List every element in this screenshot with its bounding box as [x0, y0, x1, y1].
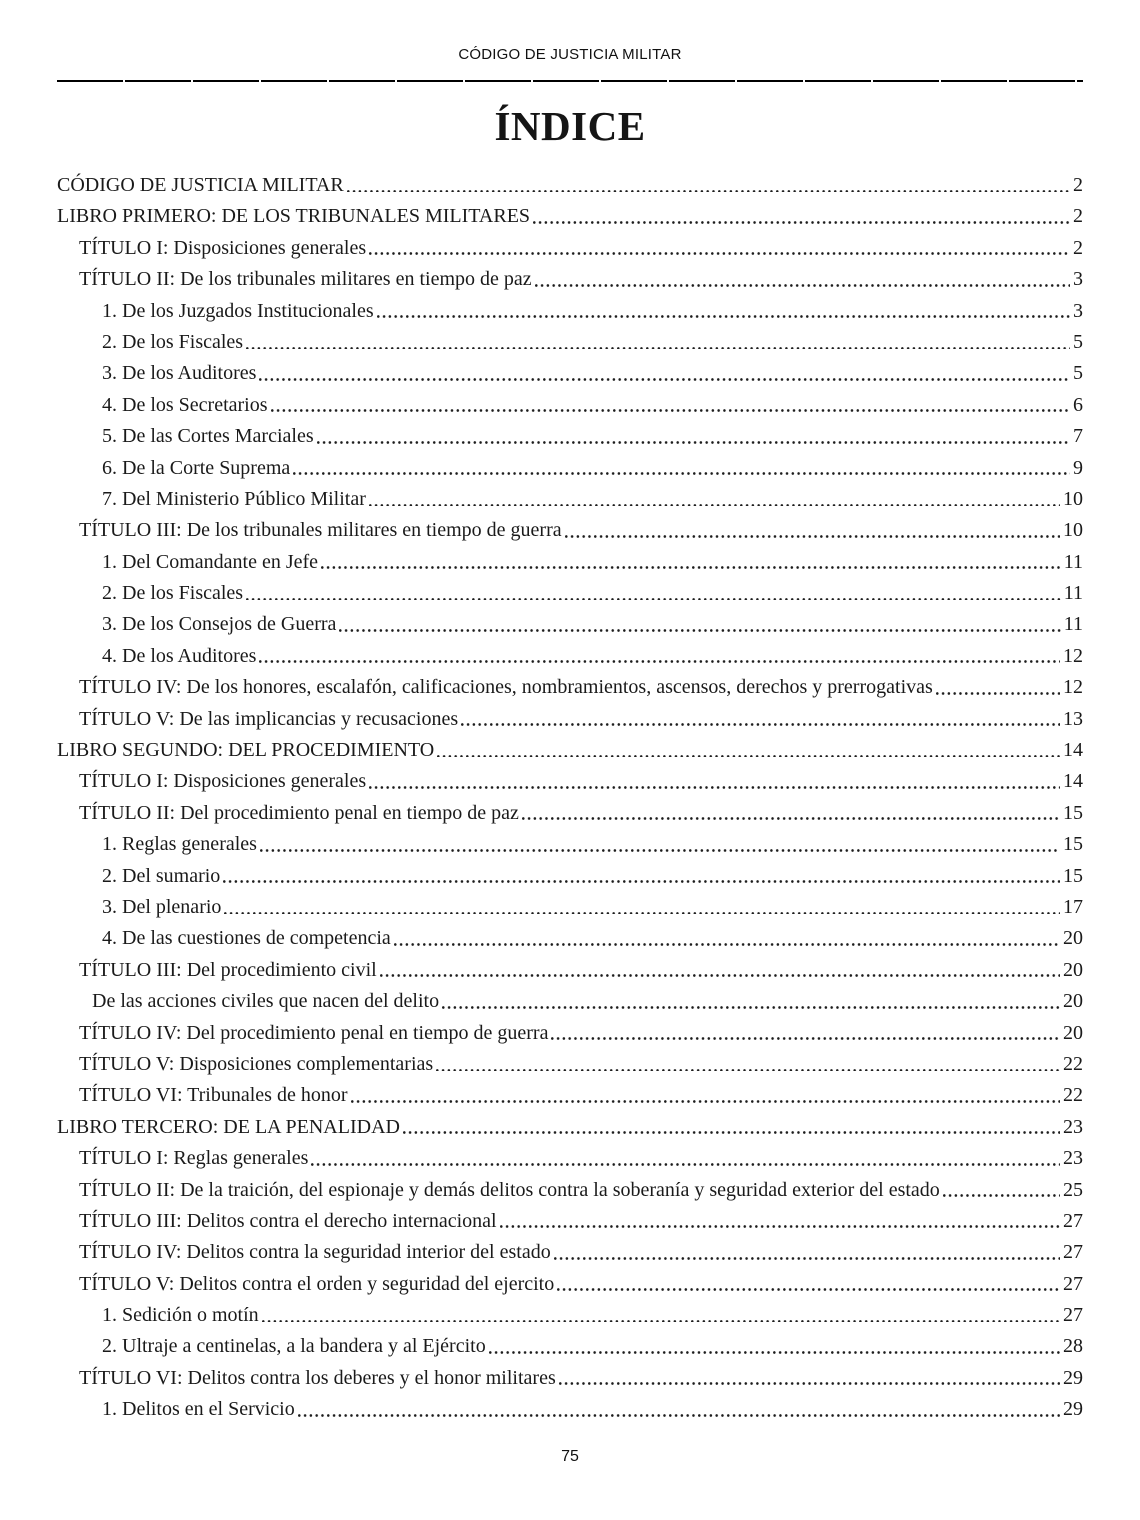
toc-entry-page: 25 — [1063, 1178, 1083, 1201]
toc-entry — [57, 327, 1083, 358]
toc-entry-page: 10 — [1063, 519, 1083, 542]
dot-leader — [403, 1131, 1060, 1134]
toc-entry — [57, 1269, 1083, 1300]
toc-entry-page: 13 — [1063, 707, 1083, 730]
toc-entry — [57, 390, 1083, 421]
toc-entry-page: 3 — [1073, 268, 1083, 291]
toc-entry-page: 27 — [1063, 1241, 1083, 1264]
dot-leader — [943, 1194, 1060, 1197]
toc-entry — [57, 1049, 1083, 1080]
toc-entry — [57, 986, 1083, 1017]
toc-entry-label: TÍTULO I: Disposiciones generales — [79, 236, 367, 259]
toc-entry-page: 28 — [1063, 1335, 1083, 1358]
toc-entry — [57, 296, 1083, 327]
toc-entry-label: 4. De los Auditores — [102, 644, 257, 667]
toc-entry-page: 11 — [1063, 582, 1083, 605]
toc-entry-label: TÍTULO IV: Delitos contra la seguridad interior del estado — [79, 1241, 551, 1264]
dot-leader — [339, 629, 1060, 632]
toc-entry-label: 2. De los Fiscales — [102, 582, 244, 605]
dot-leader — [377, 315, 1070, 318]
dot-leader — [259, 660, 1060, 663]
toc-entry-page: 23 — [1063, 1115, 1083, 1138]
toc-entry — [57, 1080, 1083, 1111]
table-of-contents — [57, 170, 1083, 1426]
toc-entry-label: De las acciones civiles que nacen del delito — [92, 990, 440, 1013]
toc-entry-label: LIBRO PRIMERO: DE LOS TRIBUNALES MILITARES — [57, 205, 531, 228]
toc-entry-label: 1. Reglas generales — [102, 833, 257, 856]
toc-entry-label: TÍTULO VI: Tribunales de honor — [79, 1084, 348, 1107]
toc-entry — [57, 955, 1083, 986]
dot-leader — [394, 943, 1060, 946]
toc-entry — [57, 829, 1083, 860]
dot-leader — [262, 1320, 1060, 1323]
toc-entry-label: 2. De los Fiscales — [102, 330, 244, 353]
toc-entry-page: 9 — [1073, 456, 1083, 479]
toc-entry — [57, 672, 1083, 703]
dot-leader — [551, 1037, 1060, 1040]
toc-entry-page: 5 — [1073, 362, 1083, 385]
dot-leader — [565, 535, 1060, 538]
dot-leader — [271, 409, 1070, 412]
running-header: CÓDIGO DE JUSTICIA MILITAR — [458, 46, 682, 63]
dot-leader — [461, 723, 1060, 726]
dot-leader — [317, 441, 1070, 444]
toc-entry-label: LIBRO SEGUNDO: DEL PROCEDIMIENTO — [57, 739, 435, 762]
toc-entry — [57, 735, 1083, 766]
toc-entry-label: TÍTULO V: Delitos contra el orden y seguridad del ejercito — [79, 1272, 555, 1295]
toc-entry-page: 15 — [1063, 833, 1083, 856]
toc-entry-label: TÍTULO III: De los tribunales militares en tiempo de guerra — [79, 519, 562, 542]
toc-entry-page: 15 — [1063, 801, 1083, 824]
toc-entry-page: 2 — [1073, 174, 1083, 196]
toc-entry — [57, 484, 1083, 515]
toc-entry-page: 23 — [1063, 1147, 1083, 1170]
dot-leader — [557, 1288, 1060, 1291]
dot-leader — [522, 817, 1060, 820]
toc-entry — [57, 1331, 1083, 1362]
dot-leader — [260, 849, 1060, 852]
dot-leader — [559, 1382, 1060, 1385]
toc-entry-label: TÍTULO III: Delitos contra el derecho internacional — [79, 1209, 497, 1232]
toc-entry — [57, 1112, 1083, 1143]
dot-leader — [246, 347, 1070, 350]
toc-entry-page: 5 — [1073, 330, 1083, 353]
dot-leader — [321, 566, 1061, 569]
toc-entry-page: 2 — [1073, 205, 1083, 228]
toc-entry-page: 14 — [1063, 770, 1083, 793]
toc-entry-page: 22 — [1063, 1052, 1083, 1075]
dot-leader — [369, 504, 1060, 507]
header-rule-divider — [57, 80, 1083, 82]
dot-leader — [936, 692, 1060, 695]
toc-entry — [57, 1363, 1083, 1394]
toc-entry-page: 20 — [1063, 1021, 1083, 1044]
toc-entry-page: 27 — [1063, 1272, 1083, 1295]
toc-entry-page: 22 — [1063, 1084, 1083, 1107]
toc-entry — [57, 453, 1083, 484]
toc-entry-label: TÍTULO V: De las implicancias y recusaciones — [79, 707, 459, 730]
toc-entry-page: 20 — [1063, 958, 1083, 981]
dot-leader — [298, 1414, 1060, 1417]
toc-entry — [57, 421, 1083, 452]
toc-entry-page: 11 — [1063, 550, 1083, 573]
toc-entry — [57, 1175, 1083, 1206]
toc-entry-page: 2 — [1073, 236, 1083, 259]
toc-entry-label: 2. Ultraje a centinelas, a la bandera y al Ejército — [102, 1335, 486, 1358]
toc-entry-page: 14 — [1063, 739, 1083, 762]
toc-entry-label: 2. Del sumario — [102, 864, 221, 887]
toc-entry — [57, 264, 1083, 295]
toc-entry-label: 1. De los Juzgados Institucionales — [102, 299, 374, 322]
toc-entry-page: 12 — [1063, 676, 1083, 699]
toc-entry-page: 12 — [1063, 644, 1083, 667]
dot-leader — [311, 1163, 1060, 1166]
toc-entry-page: 27 — [1063, 1209, 1083, 1232]
toc-entry-label: TÍTULO IV: Del procedimiento penal en tiempo de guerra — [79, 1021, 549, 1044]
toc-entry-label: 3. De los Consejos de Guerra — [102, 613, 337, 636]
toc-entry — [57, 861, 1083, 892]
toc-entry-label: TÍTULO VI: Delitos contra los deberes y el honor militares — [79, 1366, 556, 1389]
toc-entry-label: TÍTULO I: Reglas generales — [79, 1147, 309, 1170]
toc-entry-label: 6. De la Corte Suprema — [102, 456, 291, 479]
toc-entry — [57, 170, 1083, 201]
toc-entry — [57, 233, 1083, 264]
toc-entry-page: 29 — [1063, 1398, 1083, 1421]
toc-entry-label: TÍTULO II: De los tribunales militares en tiempo de paz — [79, 268, 532, 291]
dot-leader — [223, 880, 1060, 883]
toc-entry-label: LIBRO TERCERO: DE LA PENALIDAD — [57, 1115, 400, 1138]
toc-entry — [57, 547, 1083, 578]
toc-entry-label: 3. Del plenario — [102, 895, 222, 918]
toc-entry-page: 7 — [1073, 425, 1083, 448]
toc-entry — [57, 515, 1083, 546]
footer-page-number: 75 — [561, 1448, 579, 1465]
page-title: ÍNDICE — [494, 103, 646, 149]
toc-entry — [57, 1143, 1083, 1174]
toc-entry — [57, 609, 1083, 640]
toc-entry-label: TÍTULO III: Del procedimiento civil — [79, 958, 377, 981]
toc-entry-label: 1. Del Comandante en Jefe — [102, 550, 319, 573]
toc-entry-label: TÍTULO II: Del procedimiento penal en tiempo de paz — [79, 801, 519, 824]
toc-entry-page: 10 — [1063, 487, 1083, 510]
toc-entry-label: TÍTULO II: De la traición, del espionaje y demás delitos contra la soberanía y seguridad exterior del estado — [79, 1178, 940, 1201]
toc-entry — [57, 1394, 1083, 1425]
toc-entry-label: CÓDIGO DE JUSTICIA MILITAR — [57, 174, 344, 196]
toc-entry — [57, 923, 1083, 954]
toc-entry-label: 3. De los Auditores — [102, 362, 257, 385]
toc-entry-label: TÍTULO I: Disposiciones generales — [79, 770, 367, 793]
toc-entry — [57, 578, 1083, 609]
dot-leader — [347, 190, 1070, 193]
toc-entry-page: 3 — [1073, 299, 1083, 322]
dot-leader — [293, 472, 1070, 475]
toc-entry — [57, 1018, 1083, 1049]
toc-entry — [57, 766, 1083, 797]
toc-entry-page: 27 — [1063, 1304, 1083, 1327]
dot-leader — [259, 378, 1070, 381]
toc-entry — [57, 641, 1083, 672]
toc-entry-page: 20 — [1063, 927, 1083, 950]
toc-entry-label: 4. De las cuestiones de competencia — [102, 927, 391, 950]
toc-entry — [57, 201, 1083, 232]
toc-entry-label: TÍTULO V: Disposiciones complementarias — [79, 1052, 434, 1075]
dot-leader — [533, 221, 1070, 224]
toc-entry-page: 17 — [1063, 895, 1083, 918]
toc-entry-page: 29 — [1063, 1366, 1083, 1389]
toc-entry-label: 5. De las Cortes Marciales — [102, 425, 314, 448]
toc-entry-page: 6 — [1073, 393, 1083, 416]
dot-leader — [535, 284, 1070, 287]
toc-entry-page: 11 — [1063, 613, 1083, 636]
toc-entry — [57, 1206, 1083, 1237]
toc-entry-label: 4. De los Secretarios — [102, 393, 268, 416]
dot-leader — [437, 755, 1060, 758]
toc-entry-label: TÍTULO IV: De los honores, escalafón, calificaciones, nombramientos, ascensos, derechos y prerrogativas — [79, 676, 933, 699]
dot-leader — [369, 252, 1070, 255]
dot-leader — [380, 974, 1060, 977]
dot-leader — [489, 1351, 1060, 1354]
toc-entry-page: 20 — [1063, 990, 1083, 1013]
toc-entry-page: 15 — [1063, 864, 1083, 887]
toc-entry — [57, 1300, 1083, 1331]
toc-entry — [57, 892, 1083, 923]
dot-leader — [442, 1006, 1060, 1009]
dot-leader — [369, 786, 1060, 789]
toc-entry-label: 7. Del Ministerio Público Militar — [102, 487, 366, 510]
dot-leader — [224, 912, 1060, 915]
dot-leader — [351, 1100, 1061, 1103]
toc-entry — [57, 358, 1083, 389]
toc-entry — [57, 704, 1083, 735]
toc-entry-label: 1. Delitos en el Servicio — [102, 1398, 295, 1421]
dot-leader — [554, 1257, 1060, 1260]
dot-leader — [246, 598, 1061, 601]
toc-entry — [57, 1237, 1083, 1268]
toc-entry — [57, 798, 1083, 829]
dot-leader — [500, 1225, 1060, 1228]
dot-leader — [436, 1069, 1060, 1072]
toc-entry-label: 1. Sedición o motín — [102, 1304, 259, 1327]
